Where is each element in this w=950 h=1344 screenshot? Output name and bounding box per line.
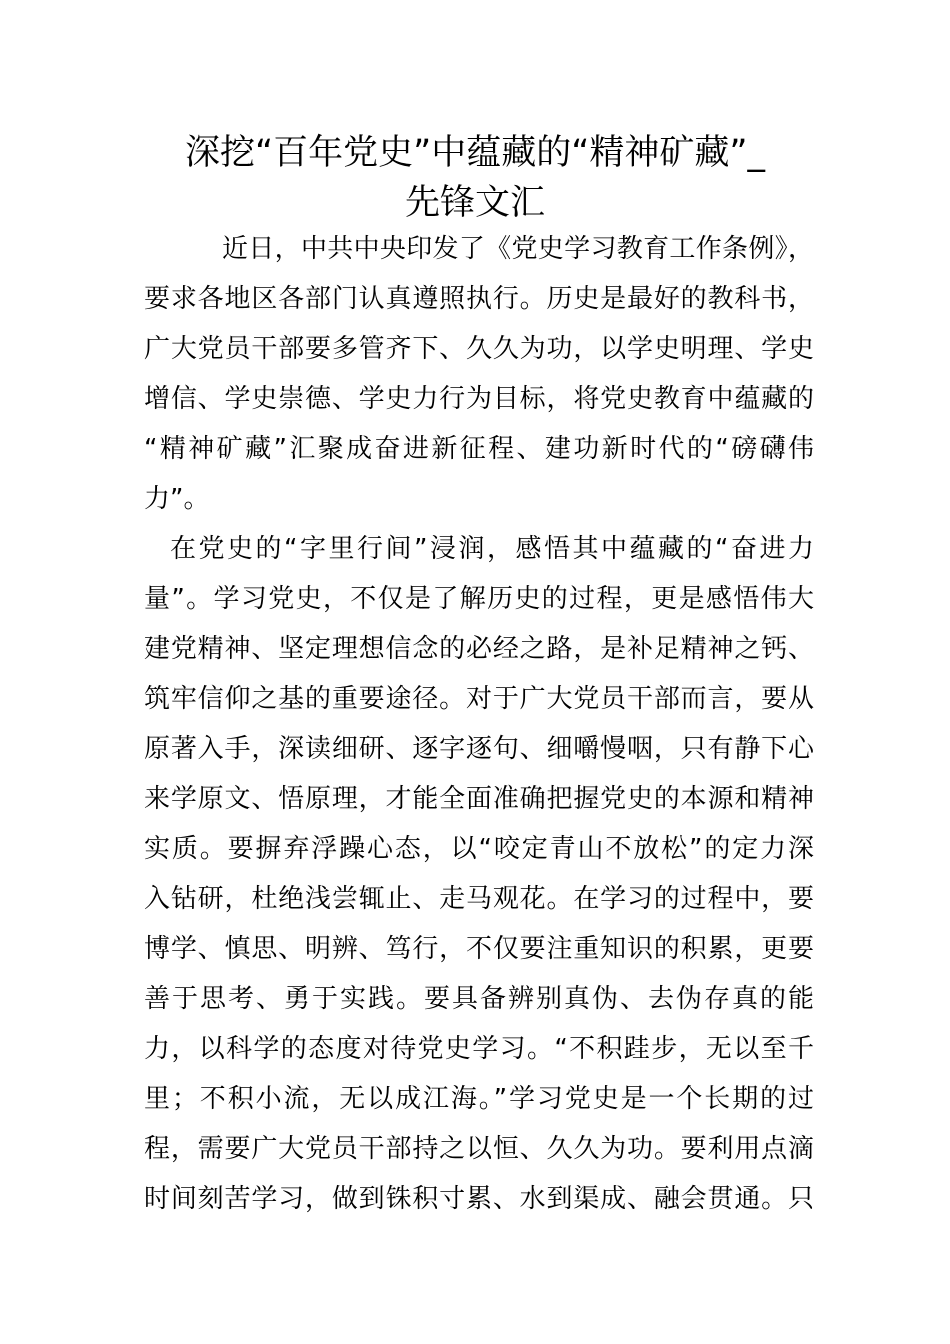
body-line: 实质。要摒弃浮躁心态，以“咬定青山不放松”的定力深 bbox=[144, 834, 814, 864]
body-line: 力，以科学的态度对待党史学习。“不积跬步，无以至千 bbox=[144, 1034, 814, 1064]
body-line: 时间刻苦学习，做到铢积寸累、水到渠成、融会贯通。只 bbox=[144, 1184, 814, 1214]
body-line: 广大党员干部要多管齐下、久久为功，以学史明理、学史 bbox=[144, 334, 814, 364]
body-line: 善于思考、勇于实践。要具备辨别真伪、去伪存真的能 bbox=[144, 984, 814, 1014]
body-line: 里；不积小流，无以成江海。”学习党史是一个长期的过 bbox=[144, 1084, 814, 1114]
body-line: 力”。 bbox=[144, 484, 210, 514]
body-line: 程，需要广大党员干部持之以恒、久久为功。要利用点滴 bbox=[144, 1134, 814, 1164]
document-title-line-1: 深挖“百年党史”中蕴藏的“精神矿藏”_ bbox=[184, 133, 766, 173]
body-line: 博学、慎思、明辨、笃行，不仅要注重知识的积累，更要 bbox=[144, 934, 814, 964]
body-line: 原著入手，深读细研、逐字逐句、细嚼慢咽，只有静下心 bbox=[144, 734, 814, 764]
body-line: 入钻研，杜绝浅尝辄止、走马观花。在学习的过程中，要 bbox=[144, 884, 814, 914]
body-line: 筑牢信仰之基的重要途径。对于广大党员干部而言，要从 bbox=[144, 684, 814, 714]
body-line: “精神矿藏”汇聚成奋进新征程、建功新时代的“磅礴伟 bbox=[144, 434, 814, 464]
body-line: 来学原文、悟原理，才能全面准确把握党史的本源和精神 bbox=[144, 784, 814, 814]
body-line: 增信、学史崇德、学史力行为目标，将党史教育中蕴藏的 bbox=[144, 384, 814, 414]
body-line: 近日，中共中央印发了《党史学习教育工作条例》， bbox=[222, 234, 814, 264]
body-line: 在党史的“字里行间”浸润，感悟其中蕴藏的“奋进力 bbox=[170, 534, 814, 564]
body-line: 量”。学习党史，不仅是了解历史的过程，更是感悟伟大 bbox=[144, 584, 814, 614]
body-line: 要求各地区各部门认真遵照执行。历史是最好的教科书， bbox=[144, 284, 814, 314]
body-line: 建党精神、坚定理想信念的必经之路，是补足精神之钙、 bbox=[144, 634, 814, 664]
document-title-line-2: 先锋文汇 bbox=[404, 183, 545, 223]
